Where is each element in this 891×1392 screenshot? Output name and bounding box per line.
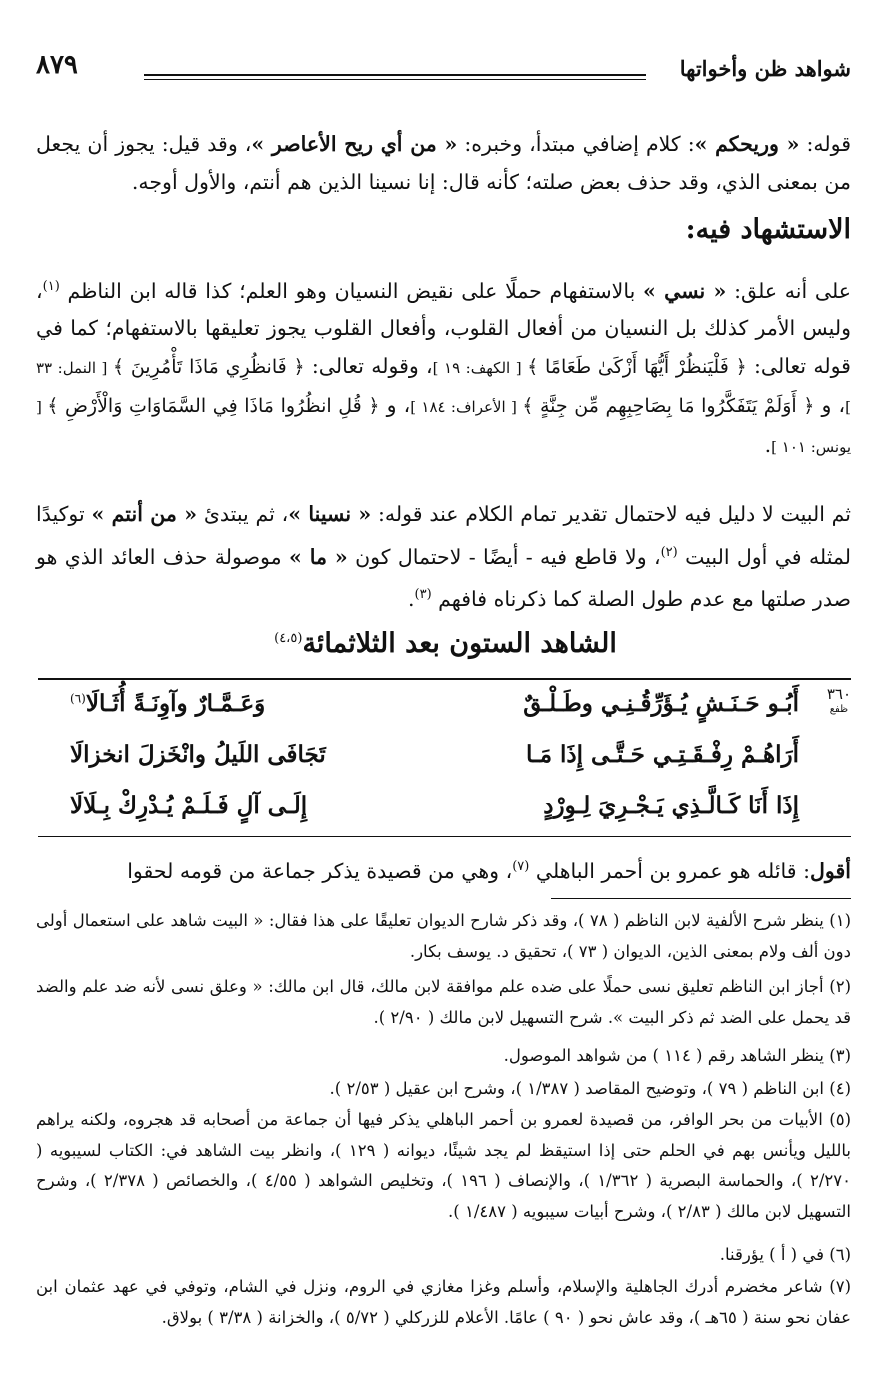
verse-top-rule (38, 678, 851, 680)
para-text: : قائله هو عمرو بن أحمر الباهلي (529, 858, 811, 883)
footnote: (٢) أجاز ابن الناظم تعليق نسى حملًا على ضده علم موافقة لابن مالك، قال ابن مالك: « وعلق نسى لأنه ضد علم والضد قد يحمل على الضد ثم ذكر البيت ». شرح التسهيل لابن مالك ( ٢/٩٠ ). (36, 977, 851, 1027)
verse-reference: [ الأعراف: ١٨٤ ] (410, 398, 523, 417)
para-text: موصولة حذف العائد الذي هو صدر صلتها مع عدم طول الصلة كما ذكرناه فافهم (36, 544, 851, 611)
para-text: ، ولا قاطع فيه - أيضًا - لاحتمال كون (347, 544, 661, 569)
footnote-marker: (٦) (70, 691, 86, 706)
para-text: على أنه علق: (726, 278, 852, 303)
verse-number-sub: ظفع (829, 704, 849, 715)
para-text: ، و (814, 393, 846, 418)
verse-reference: [ الكهف: ١٩ ] (432, 358, 528, 377)
paragraph-intro (36, 126, 851, 201)
section-heading: الاستشهاد فيه: (685, 214, 851, 245)
para-text: ، و (379, 393, 411, 418)
hemistich-text: وَعَـمَّـارٌ وآوِنَـةً أُثَـالَا (85, 690, 266, 717)
paragraph-attribution (36, 848, 851, 890)
verse-hemistich-left: تَجَافَى اللَيلُ وانْخَزلَ انخزالَا (70, 741, 326, 768)
quran-verse: ﴿ فَلْيَنظُرْ أَيُّهَا أَزْكَىٰ طَعَامًا ﴾ (527, 355, 747, 378)
quoted-phrase: « من أي ريح الأعاصر » (251, 132, 458, 156)
footnote-marker: (٤،٥) (274, 631, 303, 646)
footnote-marker: (٣) (414, 586, 432, 602)
para-text: . (407, 586, 415, 611)
footnote: (٧) شاعر مخضرم أدرك الجاهلية والإسلام، وأسلم وغزا مغازي في الروم، ونزل في الشام، وتوفي في عهد عثمان ابن عفان نحو سنة ( ٦٥هـ )، وقد عاش نحو ( ٩٠ ) عامًا. الأعلام للزركلي ( ٥/٧٢ )، والخزانة ( ٣/٣٨ ) بولاق. (36, 1277, 851, 1327)
para-text: قوله: (799, 132, 852, 156)
para-text: ، وقد قيل: يجوز أن يجعل من بمعنى الذي، وقد حذف بعض صلته؛ كأنه قال: إنا نسينا الذين هم أنتم، والأول أوجه. (36, 132, 851, 194)
quoted-word: « نسينا » (288, 502, 372, 526)
footnote: (١) ينظر شرح الألفية لابن الناظم ( ٧٨ )، وقد ذكر شارح الديوان تعليقًا على هذا فقال: « البيت شاهد على استعمال أولى دون ألف ولام بمعنى الذين، الديوان ( ٧٣ )، تحقيق د. يوسف بكار. (36, 911, 851, 961)
para-text: ثم البيت لا دليل فيه لاحتمال تقدير تمام الكلام عند قوله: (371, 502, 852, 526)
verse-hemistich-left (70, 690, 265, 717)
witness-title-text: الشاهد الستون بعد الثلاثمائة (302, 628, 617, 659)
quran-verse: ﴿ أَوَلَمْ يَتَفَكَّرُوا مَا بِصَاحِبِهِم مِّن جِنَّةٍ ﴾ (522, 395, 815, 418)
verse-number-value: ٣٦٠ (826, 685, 851, 703)
footnote-separator (551, 898, 851, 899)
witness-title (0, 628, 891, 659)
header-rule-thin (144, 79, 646, 80)
footnote: (٥) الأبيات من بحر الوافر، من قصيدة لعمرو بن أحمر الباهلي يذكر فيها أن جماعة من أصحابه قد هجروه، ولكنه يراهم بالليل ويأنس بهم في الحلم حتى إذا استيقظ لم يجد شيئًا، ديوانه ( ١٢٩ )، وانظر بيت الشاهد في: الكتاب لسيبويه ( ٢/٢٧٠ )، والحماسة البصرية ( ١/٣٦٢ )، والإنصاف ( ١٩٦ )، وتخليص الشواهد ( ٤/٥٥ )، والخصائص ( ٢/٣٧٨ )، وشرح التسهيل لابن مالك ( ٢/٨٣ )، وشرح أبيات سيبويه ( ١/٤٨٧ ). (36, 1110, 851, 1221)
footnote: (٣) ينظر الشاهد رقم ( ١١٤ ) من شواهد الموصول. (503, 1046, 851, 1065)
verse-hemistich-left: إِلَـى آلٍ فَـلَـمْ يُـدْرِكْ بِـلَالَا (70, 792, 308, 819)
para-text: : كلام إضافي مبتدأ، وخبره: (457, 132, 695, 156)
quoted-word: « وريحكم » (694, 132, 800, 156)
quoted-word: « نسي » (643, 278, 727, 303)
para-text: ، وقوله تعالى: (304, 353, 433, 378)
header-rule (144, 74, 646, 76)
footnote-marker: (٢) (660, 544, 678, 560)
aqulu-label: أقول (810, 858, 851, 883)
paragraph-citation (36, 268, 851, 466)
verse-reference: [ يونس: ١٠١ ] (36, 398, 851, 456)
para-text: ، وهي من قصيدة يذكر جماعة من قومه لحقوا (127, 858, 513, 883)
para-text: بالاستفهام حملًا على نقيض النسيان وهو العلم؛ كذا قاله ابن الناظم (59, 278, 644, 303)
footnote: (٤) ابن الناظم ( ٧٩ )، وتوضيح المقاصد ( ١/٣٨٧ )، وشرح ابن عقيل ( ٢/٥٣ ). (329, 1079, 851, 1098)
page-number: ٨٧٩ (36, 50, 78, 80)
quran-verse: ﴿ فَانظُرِي مَاذَا تَأْمُرِينَ ﴾ (112, 355, 305, 378)
footnote: (٦) في ( أ ) يؤرقنا. (719, 1245, 851, 1264)
verse-number (827, 686, 851, 718)
page-header (36, 52, 851, 92)
footnote-marker: (٧) (512, 859, 530, 874)
quran-verse: ﴿ قُلِ انظُرُوا مَاذَا فِي السَّمَاوَاتِ وَالْأَرْضِ ﴾ (47, 395, 380, 418)
verse-hemistich-right: إِذَا أَنَا كَـالَّـذِي يَـجْـرِيَ لِـوِرْدٍ (543, 792, 799, 819)
paragraph-analysis (36, 496, 851, 618)
para-text: توكيدًا لمثله في أول البيت (36, 502, 851, 569)
para-text: ، ثم يبتدئ (197, 502, 289, 526)
footnote-marker: (١) (42, 279, 60, 294)
verse-reference: [ النمل: ٣٣ ] (36, 358, 851, 417)
para-text: . (764, 432, 772, 457)
running-title: شواهد ظن وأخواتها (679, 56, 851, 81)
quoted-phrase: « من أنتم » (91, 502, 198, 526)
para-text: ، وليس الأمر كذلك بل النسيان من أفعال القلوب، وأفعال القلوب يجوز تعليقها بالاستفهام؛ كما في قوله تعالى: (36, 278, 851, 378)
verse-bottom-rule (38, 836, 851, 837)
verse-hemistich-right: أَرَاهُـمْ رِفْـقَـتِـي حَـتَّـى إِذَا مَـا (525, 741, 799, 768)
verse-hemistich-right: أَبُـو حَـنَـشٍ يُـؤَرِّقُـنِـي وطَـلْـقٌ (523, 690, 799, 717)
quoted-word: « ما » (288, 544, 348, 569)
